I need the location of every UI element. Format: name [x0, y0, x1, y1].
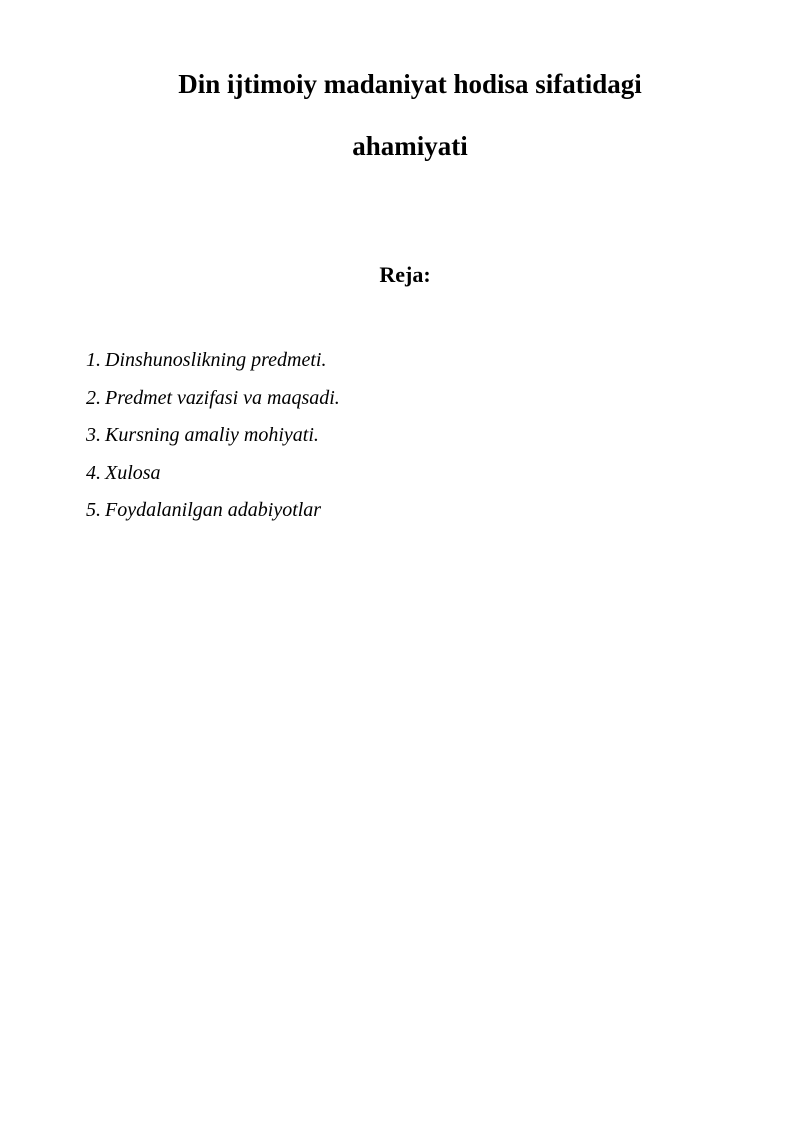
plan-item-text: Dinshunoslikning predmeti.	[105, 349, 327, 371]
plan-item-5	[86, 492, 340, 530]
plan-item-text: Xulosa	[105, 461, 161, 484]
document-title	[100, 53, 720, 177]
plan-list	[86, 342, 340, 530]
plan-heading: Reja:	[379, 262, 431, 287]
document-title-line-2: ahamiyati	[352, 131, 468, 161]
plan-item-text: Predmet vazifasi va maqsadi.	[105, 386, 340, 409]
plan-item-number: 2.	[86, 386, 101, 409]
plan-item-4	[86, 455, 340, 493]
plan-item-text: Foydalanilgan adabiyotlar	[105, 499, 322, 521]
plan-item-number: 4.	[86, 461, 101, 484]
plan-item-number: 3.	[86, 424, 101, 446]
document-title-line-1: Din ijtimoiy madaniyat hodisa sifatidagi	[178, 69, 642, 99]
plan-item-3	[86, 417, 340, 455]
plan-item-text: Kursning amaliy mohiyati.	[105, 424, 319, 446]
plan-item-2	[86, 380, 340, 418]
plan-item-1	[86, 342, 340, 380]
plan-item-number: 5.	[86, 499, 101, 521]
plan-item-number: 1.	[86, 349, 101, 371]
